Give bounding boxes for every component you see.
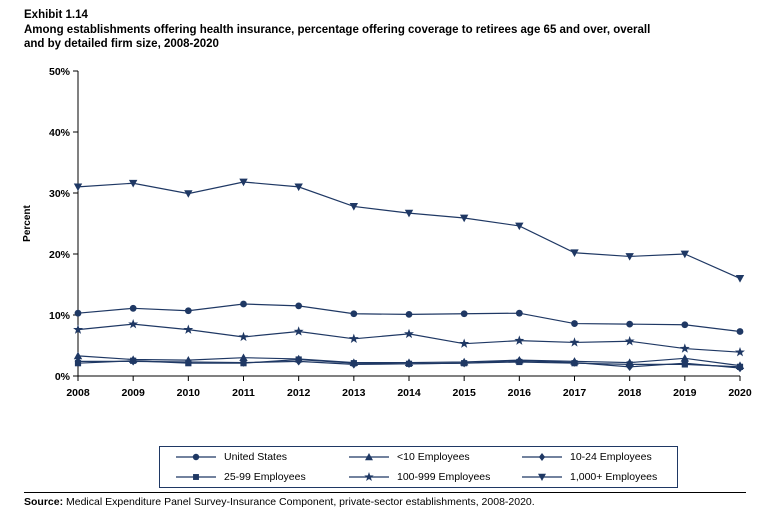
data-point-marker bbox=[130, 305, 137, 312]
legend-item bbox=[333, 471, 506, 483]
x-axis-tick-label: 2019 bbox=[673, 387, 697, 399]
source-divider bbox=[24, 492, 746, 493]
legend-item bbox=[160, 471, 333, 483]
data-point-marker bbox=[296, 356, 302, 362]
data-point-marker bbox=[625, 336, 635, 345]
data-point-marker bbox=[294, 326, 304, 335]
y-axis-tick-label: 10% bbox=[48, 310, 70, 322]
data-point-marker bbox=[571, 320, 578, 327]
data-point-marker bbox=[514, 335, 524, 344]
x-axis-tick-label: 2017 bbox=[562, 387, 587, 399]
y-axis-tick-label: 20% bbox=[48, 249, 70, 261]
legend-marker-icon bbox=[174, 451, 218, 463]
data-point-marker bbox=[571, 360, 577, 366]
data-point-marker bbox=[461, 310, 468, 317]
data-point-marker bbox=[737, 364, 743, 370]
data-point-marker bbox=[193, 454, 199, 460]
data-point-marker bbox=[184, 190, 192, 198]
data-point-marker bbox=[406, 311, 413, 318]
source-text: Medical Expenditure Panel Survey-Insurance Component, private-sector establishments, 2008-2020. bbox=[63, 496, 535, 508]
legend-marker-icon bbox=[174, 471, 218, 483]
legend-marker-icon bbox=[347, 471, 391, 483]
data-point-marker bbox=[461, 360, 467, 366]
data-point-marker bbox=[627, 361, 633, 367]
legend-label: 25-99 Employees bbox=[224, 471, 306, 483]
x-axis-tick-label: 2009 bbox=[121, 387, 145, 399]
y-axis-tick-label: 30% bbox=[48, 188, 70, 200]
data-point-marker bbox=[240, 360, 246, 366]
data-point-marker bbox=[351, 360, 357, 366]
data-point-marker bbox=[75, 310, 82, 317]
data-point-marker bbox=[74, 184, 82, 192]
data-point-marker bbox=[185, 307, 192, 314]
exhibit-number: Exhibit 1.14 bbox=[24, 9, 88, 21]
exhibit-title bbox=[24, 8, 746, 52]
y-axis-tick-label: 0% bbox=[54, 371, 70, 383]
data-point-marker bbox=[183, 324, 193, 333]
x-axis-tick-label: 2012 bbox=[286, 387, 311, 399]
x-axis-tick-label: 2014 bbox=[397, 387, 421, 399]
legend-item bbox=[333, 451, 506, 463]
data-point-marker bbox=[239, 332, 249, 341]
legend-label: 1,000+ Employees bbox=[570, 471, 658, 483]
exhibit-title-line-2: and by detailed firm size, 2008-2020 bbox=[24, 38, 219, 50]
series-line bbox=[78, 182, 740, 278]
data-point-marker bbox=[626, 321, 633, 328]
data-point-marker bbox=[737, 328, 744, 335]
exhibit-title-line-1: Among establishments offering health insurance, percentage offering coverage to retirees age 65 and over, overall bbox=[24, 23, 651, 36]
data-point-marker bbox=[350, 310, 357, 317]
data-point-marker bbox=[516, 310, 523, 317]
legend-item bbox=[506, 451, 677, 463]
data-point-marker bbox=[193, 474, 199, 480]
data-point-marker bbox=[406, 361, 412, 367]
legend-item bbox=[506, 471, 677, 483]
data-point-marker bbox=[130, 358, 136, 364]
legend-label: 100-999 Employees bbox=[397, 471, 491, 483]
data-point-marker bbox=[680, 343, 690, 352]
data-point-marker bbox=[128, 319, 138, 328]
data-point-marker bbox=[349, 334, 359, 343]
legend-label: United States bbox=[224, 451, 288, 463]
data-point-marker bbox=[681, 321, 688, 328]
data-point-marker bbox=[364, 472, 373, 481]
x-axis-tick-label: 2008 bbox=[66, 387, 90, 399]
series-line bbox=[78, 324, 740, 352]
data-point-marker bbox=[539, 453, 545, 461]
data-point-marker bbox=[682, 361, 688, 367]
data-point-marker bbox=[240, 301, 247, 308]
x-axis-tick-label: 2013 bbox=[342, 387, 366, 399]
y-axis-tick-label: 40% bbox=[48, 127, 70, 139]
chart-legend bbox=[159, 446, 678, 488]
data-point-marker bbox=[75, 360, 81, 366]
data-point-marker bbox=[404, 329, 414, 338]
x-axis-tick-label: 2016 bbox=[507, 387, 532, 399]
data-point-marker bbox=[570, 337, 580, 346]
x-axis-tick-label: 2010 bbox=[176, 387, 201, 399]
data-point-marker bbox=[515, 223, 523, 231]
legend-marker-icon bbox=[347, 451, 391, 463]
legend-marker-icon bbox=[520, 471, 564, 483]
source-label: Source: bbox=[24, 496, 64, 508]
data-point-marker bbox=[185, 360, 191, 366]
y-axis-tick-label: 50% bbox=[48, 66, 70, 78]
line-chart bbox=[0, 58, 758, 456]
legend-label: 10-24 Employees bbox=[570, 451, 652, 463]
y-axis-title: Percent bbox=[22, 205, 33, 242]
x-axis-tick-label: 2018 bbox=[617, 387, 642, 399]
legend-marker-icon bbox=[520, 451, 564, 463]
legend-label: <10 Employees bbox=[397, 451, 470, 463]
data-point-marker bbox=[516, 359, 522, 365]
legend-item bbox=[160, 451, 333, 463]
data-point-marker bbox=[736, 275, 744, 283]
data-point-marker bbox=[459, 338, 469, 347]
x-axis-tick-label: 2015 bbox=[452, 387, 476, 399]
chart-canvas bbox=[0, 58, 758, 456]
data-point-marker bbox=[735, 347, 745, 356]
x-axis-tick-label: 2020 bbox=[728, 387, 752, 399]
x-axis-tick-label: 2011 bbox=[232, 387, 255, 399]
data-point-marker bbox=[295, 302, 302, 309]
source-note bbox=[24, 495, 746, 509]
